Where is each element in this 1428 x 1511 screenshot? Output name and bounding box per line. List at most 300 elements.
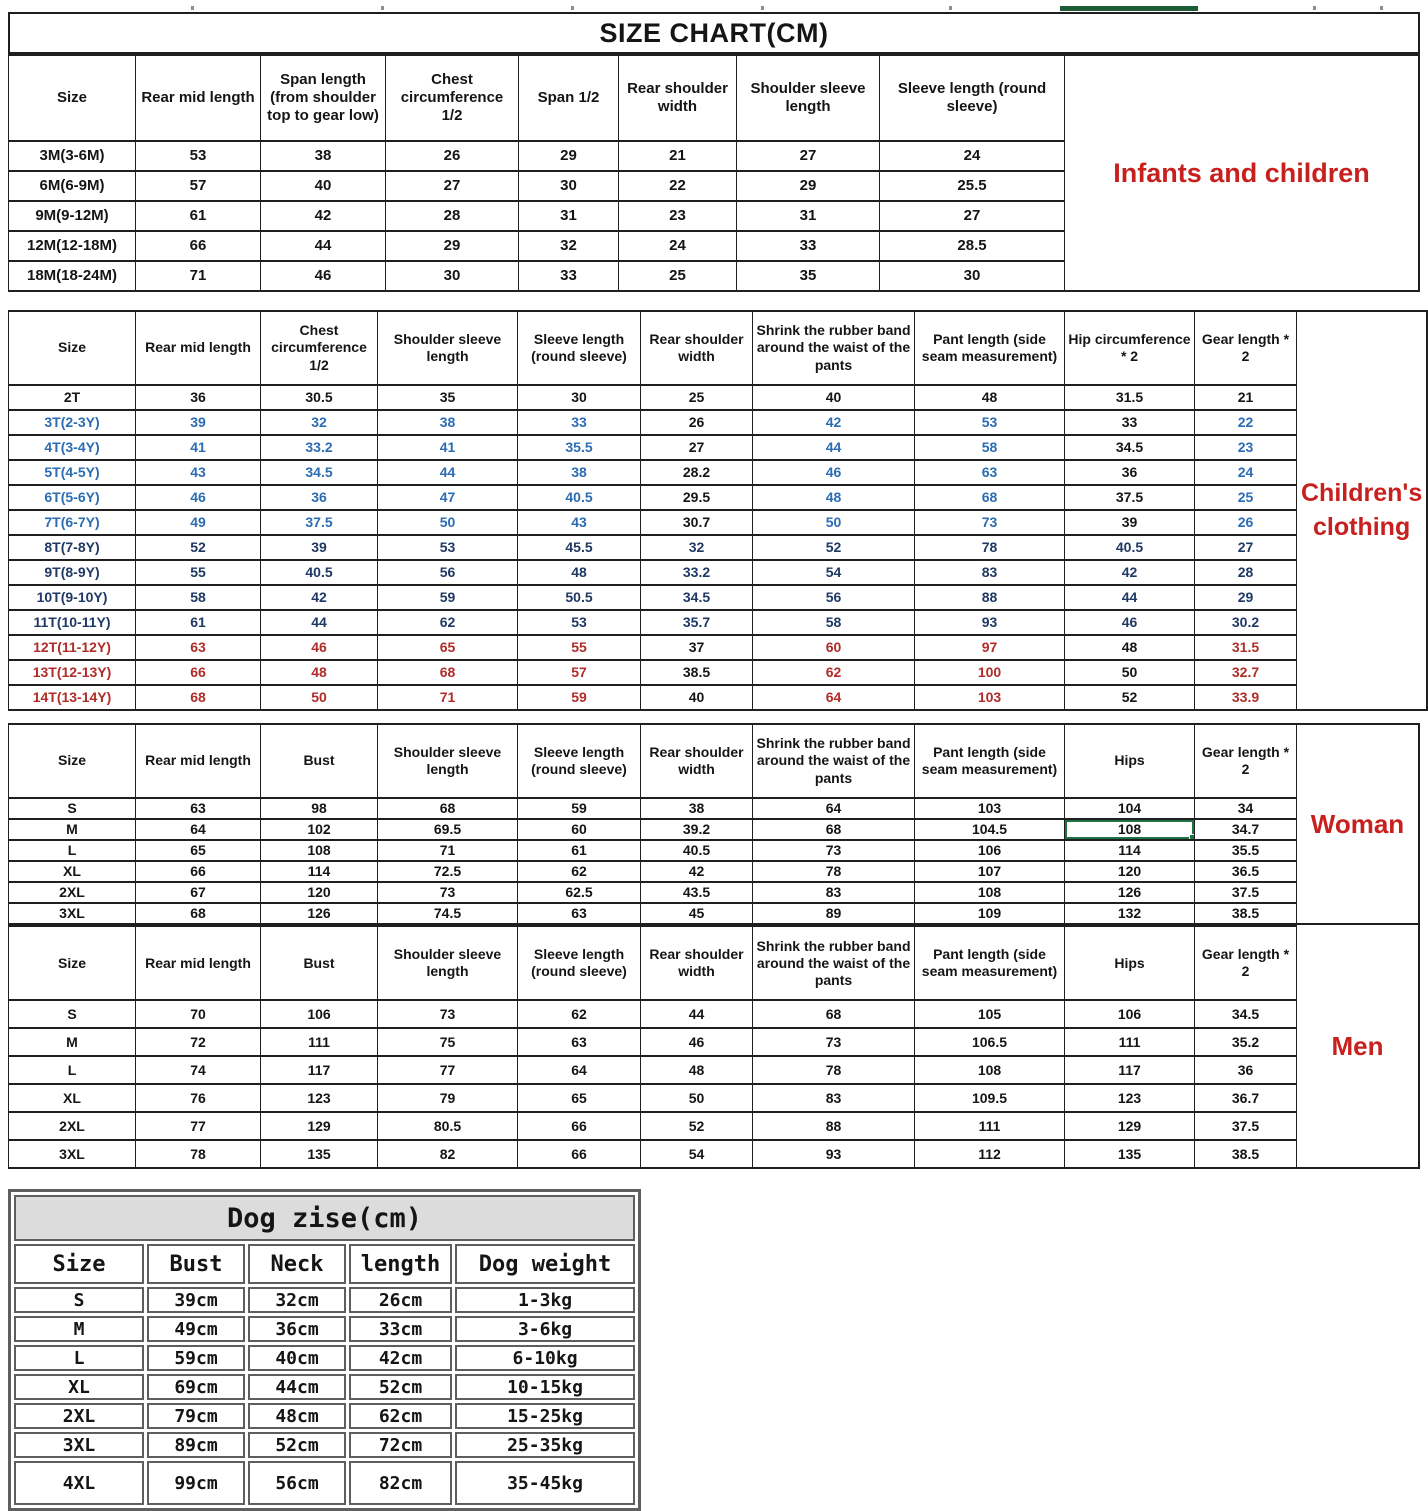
value-cell: 33.2 bbox=[261, 435, 378, 460]
value-cell: 44 bbox=[753, 435, 915, 460]
value-cell: 52 bbox=[641, 1112, 753, 1140]
value-cell: 27 bbox=[880, 201, 1065, 231]
woman-section bbox=[8, 723, 1420, 925]
value-cell: 39 bbox=[261, 535, 378, 560]
value-cell: 40 bbox=[641, 685, 753, 710]
value-cell: 34.7 bbox=[1195, 819, 1297, 840]
value-cell: 64 bbox=[753, 798, 915, 819]
value-cell: 28.5 bbox=[880, 231, 1065, 261]
value-cell: 40.5 bbox=[261, 560, 378, 585]
value-cell: 53 bbox=[518, 610, 641, 635]
table-row bbox=[14, 1374, 635, 1400]
value-cell: 46 bbox=[136, 485, 261, 510]
value-cell: 33.2 bbox=[641, 560, 753, 585]
dog-table-title: Dog zise(cm) bbox=[14, 1195, 635, 1241]
value-cell: 82 bbox=[378, 1140, 518, 1168]
size-cell: 5T(4-5Y) bbox=[9, 460, 136, 485]
size-cell: 3M(3-6M) bbox=[9, 141, 136, 171]
value-cell: 100 bbox=[915, 660, 1065, 685]
value-cell: 83 bbox=[753, 882, 915, 903]
value-cell: 46 bbox=[261, 635, 378, 660]
size-cell: XL bbox=[14, 1374, 144, 1400]
value-cell: 38 bbox=[518, 460, 641, 485]
value-cell: 89 bbox=[753, 903, 915, 924]
value-cell: 38 bbox=[641, 798, 753, 819]
value-cell: 36 bbox=[136, 385, 261, 410]
value-cell: 30.5 bbox=[261, 385, 378, 410]
value-cell: 126 bbox=[261, 903, 378, 924]
column-header: Pant length (side seam measurement) bbox=[915, 724, 1065, 798]
value-cell: 49 bbox=[136, 510, 261, 535]
column-header: Rear shoulder width bbox=[641, 724, 753, 798]
column-header: Hip circumference * 2 bbox=[1065, 311, 1195, 385]
value-cell: 79cm bbox=[147, 1403, 245, 1429]
table-row bbox=[9, 171, 1065, 201]
woman-section-label: Woman bbox=[1297, 723, 1420, 925]
value-cell: 77 bbox=[136, 1112, 261, 1140]
value-cell: 79 bbox=[378, 1084, 518, 1112]
value-cell: 43.5 bbox=[641, 882, 753, 903]
size-cell: 6T(5-6Y) bbox=[9, 485, 136, 510]
value-cell: 48 bbox=[641, 1056, 753, 1084]
size-cell: 7T(6-7Y) bbox=[9, 510, 136, 535]
column-header: Size bbox=[14, 1244, 144, 1284]
value-cell: 66 bbox=[136, 861, 261, 882]
value-cell: 88 bbox=[915, 585, 1065, 610]
value-cell: 59 bbox=[518, 798, 641, 819]
value-cell: 21 bbox=[1195, 385, 1297, 410]
value-cell: 44 bbox=[1065, 585, 1195, 610]
value-cell: 47 bbox=[378, 485, 518, 510]
table-row bbox=[9, 903, 1297, 924]
value-cell: 35 bbox=[737, 261, 880, 291]
size-cell: 2XL bbox=[9, 1112, 136, 1140]
men-section-label: Men bbox=[1297, 925, 1420, 1169]
value-cell: 103 bbox=[915, 798, 1065, 819]
column-header: Rear shoulder width bbox=[619, 55, 737, 141]
table-row bbox=[9, 1112, 1297, 1140]
value-cell: 74 bbox=[136, 1056, 261, 1084]
size-cell: S bbox=[9, 798, 136, 819]
selected-cell: 108 bbox=[1065, 819, 1195, 840]
value-cell: 25.5 bbox=[880, 171, 1065, 201]
value-cell: 61 bbox=[518, 840, 641, 861]
column-header: Shoulder sleeve length bbox=[378, 926, 518, 1000]
column-header: Sleeve length (round sleeve) bbox=[518, 926, 641, 1000]
size-cell: 4T(3-4Y) bbox=[9, 435, 136, 460]
value-cell: 43 bbox=[136, 460, 261, 485]
value-cell: 32 bbox=[519, 231, 619, 261]
value-cell: 73 bbox=[753, 840, 915, 861]
value-cell: 73 bbox=[378, 882, 518, 903]
value-cell: 48cm bbox=[248, 1403, 346, 1429]
value-cell: 1-3kg bbox=[455, 1287, 635, 1313]
value-cell: 59 bbox=[378, 585, 518, 610]
column-header: Chest circumference 1/2 bbox=[386, 55, 519, 141]
value-cell: 65 bbox=[136, 840, 261, 861]
value-cell: 50 bbox=[641, 1084, 753, 1112]
value-cell: 49cm bbox=[147, 1316, 245, 1342]
table-row bbox=[9, 610, 1297, 635]
value-cell: 31.5 bbox=[1065, 385, 1195, 410]
value-cell: 69.5 bbox=[378, 819, 518, 840]
column-header: Shrink the rubber band around the waist of the pants bbox=[753, 926, 915, 1000]
value-cell: 52cm bbox=[248, 1432, 346, 1458]
value-cell: 57 bbox=[518, 660, 641, 685]
value-cell: 36 bbox=[1195, 1056, 1297, 1084]
value-cell: 22 bbox=[619, 171, 737, 201]
value-cell: 28 bbox=[386, 201, 519, 231]
adult-section bbox=[8, 723, 1420, 1169]
value-cell: 117 bbox=[261, 1056, 378, 1084]
value-cell: 106 bbox=[261, 1000, 378, 1028]
value-cell: 34.5 bbox=[1065, 435, 1195, 460]
size-cell: 9M(9-12M) bbox=[9, 201, 136, 231]
value-cell: 71 bbox=[136, 261, 261, 291]
table-row bbox=[14, 1345, 635, 1371]
children-section bbox=[8, 310, 1423, 711]
value-cell: 30 bbox=[519, 171, 619, 201]
value-cell: 36.5 bbox=[1195, 861, 1297, 882]
value-cell: 38 bbox=[261, 141, 386, 171]
value-cell: 38.5 bbox=[641, 660, 753, 685]
value-cell: 50 bbox=[261, 685, 378, 710]
value-cell: 55 bbox=[518, 635, 641, 660]
table-row bbox=[9, 201, 1065, 231]
value-cell: 21 bbox=[619, 141, 737, 171]
value-cell: 37 bbox=[641, 635, 753, 660]
table-row bbox=[14, 1432, 635, 1458]
column-header: Sleeve length (round sleeve) bbox=[880, 55, 1065, 141]
value-cell: 44 bbox=[641, 1000, 753, 1028]
size-cell: L bbox=[9, 840, 136, 861]
value-cell: 46 bbox=[753, 460, 915, 485]
value-cell: 29.5 bbox=[641, 485, 753, 510]
value-cell: 117 bbox=[1065, 1056, 1195, 1084]
value-cell: 26 bbox=[386, 141, 519, 171]
value-cell: 39 bbox=[1065, 510, 1195, 535]
value-cell: 74.5 bbox=[378, 903, 518, 924]
size-cell: 3T(2-3Y) bbox=[9, 410, 136, 435]
value-cell: 107 bbox=[915, 861, 1065, 882]
value-cell: 78 bbox=[753, 861, 915, 882]
value-cell: 41 bbox=[136, 435, 261, 460]
table-row bbox=[9, 435, 1297, 460]
column-header: Chest circumference 1/2 bbox=[261, 311, 378, 385]
value-cell: 46 bbox=[261, 261, 386, 291]
size-cell: L bbox=[9, 1056, 136, 1084]
value-cell: 59 bbox=[518, 685, 641, 710]
column-header: Bust bbox=[147, 1244, 245, 1284]
value-cell: 120 bbox=[261, 882, 378, 903]
value-cell: 56 bbox=[753, 585, 915, 610]
value-cell: 40.5 bbox=[1065, 535, 1195, 560]
value-cell: 106 bbox=[915, 840, 1065, 861]
value-cell: 36 bbox=[261, 485, 378, 510]
value-cell: 23 bbox=[619, 201, 737, 231]
column-header: Bust bbox=[261, 724, 378, 798]
value-cell: 44 bbox=[378, 460, 518, 485]
value-cell: 63 bbox=[518, 1028, 641, 1056]
value-cell: 67 bbox=[136, 882, 261, 903]
table-row bbox=[9, 861, 1297, 882]
value-cell: 109 bbox=[915, 903, 1065, 924]
value-cell: 34 bbox=[1195, 798, 1297, 819]
value-cell: 71 bbox=[378, 685, 518, 710]
value-cell: 35.5 bbox=[1195, 840, 1297, 861]
value-cell: 33.9 bbox=[1195, 685, 1297, 710]
table-row bbox=[14, 1461, 635, 1505]
value-cell: 61 bbox=[136, 201, 261, 231]
value-cell: 68 bbox=[753, 819, 915, 840]
value-cell: 72cm bbox=[349, 1432, 452, 1458]
value-cell: 63 bbox=[136, 635, 261, 660]
table-row bbox=[9, 798, 1297, 819]
children-size-table bbox=[8, 310, 1297, 711]
value-cell: 31.5 bbox=[1195, 635, 1297, 660]
table-row bbox=[9, 1000, 1297, 1028]
table-row bbox=[14, 1316, 635, 1342]
value-cell: 65 bbox=[518, 1084, 641, 1112]
value-cell: 52 bbox=[1065, 685, 1195, 710]
woman-size-table bbox=[8, 723, 1297, 925]
size-cell: S bbox=[9, 1000, 136, 1028]
value-cell: 98 bbox=[261, 798, 378, 819]
column-header: Gear length * 2 bbox=[1195, 926, 1297, 1000]
value-cell: 35-45kg bbox=[455, 1461, 635, 1505]
size-cell: 3XL bbox=[9, 1140, 136, 1168]
value-cell: 68 bbox=[378, 660, 518, 685]
value-cell: 33 bbox=[519, 261, 619, 291]
value-cell: 48 bbox=[261, 660, 378, 685]
value-cell: 93 bbox=[753, 1140, 915, 1168]
value-cell: 32 bbox=[261, 410, 378, 435]
column-header: Rear shoulder width bbox=[641, 926, 753, 1000]
value-cell: 106 bbox=[1065, 1000, 1195, 1028]
value-cell: 123 bbox=[1065, 1084, 1195, 1112]
table-row bbox=[9, 660, 1297, 685]
value-cell: 15-25kg bbox=[455, 1403, 635, 1429]
value-cell: 31 bbox=[519, 201, 619, 231]
value-cell: 73 bbox=[753, 1028, 915, 1056]
size-cell: M bbox=[9, 1028, 136, 1056]
value-cell: 78 bbox=[753, 1056, 915, 1084]
value-cell: 40.5 bbox=[518, 485, 641, 510]
table-row bbox=[9, 1140, 1297, 1168]
value-cell: 46 bbox=[1065, 610, 1195, 635]
value-cell: 48 bbox=[1065, 635, 1195, 660]
value-cell: 23 bbox=[1195, 435, 1297, 460]
value-cell: 33cm bbox=[349, 1316, 452, 1342]
value-cell: 66 bbox=[136, 231, 261, 261]
size-cell: 8T(7-8Y) bbox=[9, 535, 136, 560]
value-cell: 26cm bbox=[349, 1287, 452, 1313]
value-cell: 55 bbox=[136, 560, 261, 585]
table-row bbox=[9, 819, 1297, 840]
column-header: Rear shoulder width bbox=[641, 311, 753, 385]
value-cell: 37.5 bbox=[261, 510, 378, 535]
size-cell: 6M(6-9M) bbox=[9, 171, 136, 201]
value-cell: 3-6kg bbox=[455, 1316, 635, 1342]
value-cell: 60 bbox=[753, 635, 915, 660]
value-cell: 56cm bbox=[248, 1461, 346, 1505]
page-title: SIZE CHART(CM) bbox=[8, 12, 1420, 54]
table-row bbox=[14, 1403, 635, 1429]
size-cell: 9T(8-9Y) bbox=[9, 560, 136, 585]
size-cell: 18M(18-24M) bbox=[9, 261, 136, 291]
value-cell: 54 bbox=[641, 1140, 753, 1168]
value-cell: 39 bbox=[136, 410, 261, 435]
value-cell: 30.7 bbox=[641, 510, 753, 535]
table-row bbox=[14, 1287, 635, 1313]
value-cell: 31 bbox=[737, 201, 880, 231]
value-cell: 123 bbox=[261, 1084, 378, 1112]
size-cell: 13T(12-13Y) bbox=[9, 660, 136, 685]
value-cell: 33 bbox=[1065, 410, 1195, 435]
value-cell: 30.2 bbox=[1195, 610, 1297, 635]
table-row bbox=[9, 535, 1297, 560]
value-cell: 108 bbox=[261, 840, 378, 861]
value-cell: 29 bbox=[1195, 585, 1297, 610]
table-row bbox=[9, 685, 1297, 710]
dog-section bbox=[8, 1189, 1420, 1511]
value-cell: 37.5 bbox=[1065, 485, 1195, 510]
table-row bbox=[9, 141, 1065, 171]
column-header: Span 1/2 bbox=[519, 55, 619, 141]
value-cell: 48 bbox=[915, 385, 1065, 410]
value-cell: 64 bbox=[753, 685, 915, 710]
value-cell: 22 bbox=[1195, 410, 1297, 435]
column-header: Pant length (side seam measurement) bbox=[915, 926, 1065, 1000]
value-cell: 114 bbox=[1065, 840, 1195, 861]
value-cell: 53 bbox=[378, 535, 518, 560]
value-cell: 36cm bbox=[248, 1316, 346, 1342]
column-header: Shoulder sleeve length bbox=[378, 311, 518, 385]
column-header: Shrink the rubber band around the waist of the pants bbox=[753, 311, 915, 385]
value-cell: 36 bbox=[1065, 460, 1195, 485]
value-cell: 45 bbox=[641, 903, 753, 924]
column-header: Rear mid length bbox=[136, 926, 261, 1000]
value-cell: 27 bbox=[641, 435, 753, 460]
value-cell: 27 bbox=[1195, 535, 1297, 560]
value-cell: 62cm bbox=[349, 1403, 452, 1429]
column-header: Span length (from shoulder top to gear low) bbox=[261, 55, 386, 141]
column-header: Size bbox=[9, 311, 136, 385]
value-cell: 42 bbox=[753, 410, 915, 435]
value-cell: 58 bbox=[753, 610, 915, 635]
size-cell: 2XL bbox=[9, 882, 136, 903]
value-cell: 48 bbox=[753, 485, 915, 510]
column-header: Hips bbox=[1065, 724, 1195, 798]
value-cell: 34.5 bbox=[1195, 1000, 1297, 1028]
value-cell: 69cm bbox=[147, 1374, 245, 1400]
value-cell: 34.5 bbox=[641, 585, 753, 610]
column-header: length bbox=[349, 1244, 452, 1284]
value-cell: 62 bbox=[518, 861, 641, 882]
value-cell: 32cm bbox=[248, 1287, 346, 1313]
value-cell: 32 bbox=[641, 535, 753, 560]
value-cell: 50 bbox=[1065, 660, 1195, 685]
value-cell: 93 bbox=[915, 610, 1065, 635]
value-cell: 62.5 bbox=[518, 882, 641, 903]
value-cell: 111 bbox=[1065, 1028, 1195, 1056]
size-cell: 10T(9-10Y) bbox=[9, 585, 136, 610]
table-row bbox=[9, 1084, 1297, 1112]
value-cell: 40 bbox=[261, 171, 386, 201]
value-cell: 33 bbox=[737, 231, 880, 261]
table-row bbox=[9, 560, 1297, 585]
value-cell: 102 bbox=[261, 819, 378, 840]
value-cell: 34.5 bbox=[261, 460, 378, 485]
table-row bbox=[9, 410, 1297, 435]
size-cell: M bbox=[9, 819, 136, 840]
value-cell: 24 bbox=[619, 231, 737, 261]
size-cell: S bbox=[14, 1287, 144, 1313]
value-cell: 112 bbox=[915, 1140, 1065, 1168]
value-cell: 58 bbox=[136, 585, 261, 610]
table-row bbox=[9, 635, 1297, 660]
value-cell: 30 bbox=[880, 261, 1065, 291]
value-cell: 35.2 bbox=[1195, 1028, 1297, 1056]
value-cell: 52cm bbox=[349, 1374, 452, 1400]
value-cell: 39.2 bbox=[641, 819, 753, 840]
value-cell: 37.5 bbox=[1195, 1112, 1297, 1140]
value-cell: 126 bbox=[1065, 882, 1195, 903]
value-cell: 111 bbox=[915, 1112, 1065, 1140]
spreadsheet-gridline-strip bbox=[8, 6, 1420, 12]
table-row bbox=[9, 840, 1297, 861]
value-cell: 38.5 bbox=[1195, 1140, 1297, 1168]
value-cell: 40.5 bbox=[641, 840, 753, 861]
value-cell: 66 bbox=[518, 1112, 641, 1140]
value-cell: 62 bbox=[753, 660, 915, 685]
value-cell: 64 bbox=[136, 819, 261, 840]
table-row bbox=[9, 460, 1297, 485]
column-header: Shrink the rubber band around the waist of the pants bbox=[753, 724, 915, 798]
value-cell: 39cm bbox=[147, 1287, 245, 1313]
value-cell: 40cm bbox=[248, 1345, 346, 1371]
value-cell: 50.5 bbox=[518, 585, 641, 610]
value-cell: 26 bbox=[1195, 510, 1297, 535]
table-row bbox=[9, 585, 1297, 610]
men-size-table bbox=[8, 925, 1297, 1169]
size-cell: XL bbox=[9, 1084, 136, 1112]
value-cell: 30 bbox=[386, 261, 519, 291]
size-cell: 2T bbox=[9, 385, 136, 410]
column-header: Gear length * 2 bbox=[1195, 311, 1297, 385]
value-cell: 41 bbox=[378, 435, 518, 460]
value-cell: 42 bbox=[641, 861, 753, 882]
infant-section bbox=[8, 54, 1420, 292]
value-cell: 61 bbox=[136, 610, 261, 635]
size-cell: 11T(10-11Y) bbox=[9, 610, 136, 635]
value-cell: 40 bbox=[753, 385, 915, 410]
value-cell: 114 bbox=[261, 861, 378, 882]
size-cell: 14T(13-14Y) bbox=[9, 685, 136, 710]
value-cell: 76 bbox=[136, 1084, 261, 1112]
value-cell: 111 bbox=[261, 1028, 378, 1056]
value-cell: 38 bbox=[378, 410, 518, 435]
value-cell: 68 bbox=[378, 798, 518, 819]
value-cell: 62 bbox=[518, 1000, 641, 1028]
value-cell: 59cm bbox=[147, 1345, 245, 1371]
value-cell: 45.5 bbox=[518, 535, 641, 560]
value-cell: 26 bbox=[641, 410, 753, 435]
value-cell: 54 bbox=[753, 560, 915, 585]
size-cell: 12T(11-12Y) bbox=[9, 635, 136, 660]
value-cell: 25 bbox=[641, 385, 753, 410]
value-cell: 37.5 bbox=[1195, 882, 1297, 903]
